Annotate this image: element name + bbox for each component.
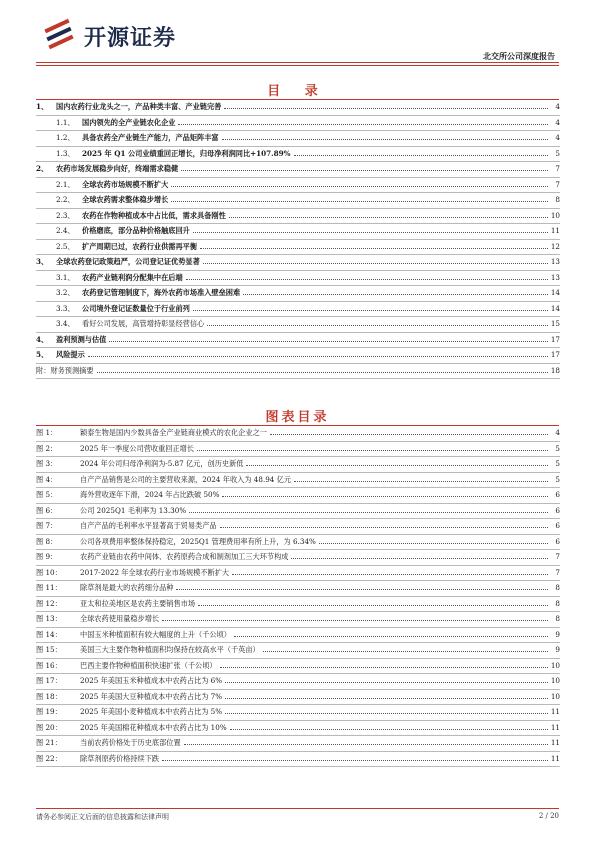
- figure-page: 6: [553, 488, 560, 503]
- company-logo: [42, 18, 242, 52]
- toc-page: 17: [549, 333, 560, 348]
- figure-page: 6: [553, 519, 560, 534]
- figure-text: 海外营收逐年下滑，2024 年占比跌破 50%: [80, 490, 220, 499]
- figure-number: 图 16：: [36, 660, 62, 670]
- figure-leader-dots: [294, 481, 548, 482]
- figure-page: 8: [553, 581, 560, 596]
- figure-entry[interactable]: [36, 535, 560, 551]
- figure-entry[interactable]: [36, 581, 560, 597]
- figure-entry[interactable]: [36, 721, 560, 737]
- figure-number: 图 8：: [36, 536, 58, 546]
- toc-text: 具备农药全产业链生产能力，产品矩阵丰富: [82, 133, 219, 142]
- figure-page: 11: [549, 752, 560, 767]
- toc-page: 4: [553, 100, 560, 115]
- toc-text: 农药在作物种植成本中占比低，需求具备刚性: [82, 210, 226, 220]
- figure-entry[interactable]: [36, 504, 560, 520]
- footer-rule: [36, 808, 559, 809]
- page-number: 2 / 20: [538, 812, 559, 820]
- figure-text: 颖泰生物是国内少数具备全产业链商业模式的农化企业之一: [80, 428, 267, 437]
- toc-number: 3.3、: [56, 303, 75, 313]
- figure-leader-dots: [176, 589, 548, 590]
- toc-page: 15: [549, 317, 560, 332]
- figure-number: 图 5：: [36, 490, 58, 499]
- toc-text: 农药市场发展稳步向好，终端需求稳健: [56, 164, 179, 173]
- figure-leader-dots: [225, 713, 548, 714]
- toc-leader-dots: [203, 263, 548, 264]
- toc-number: 4、: [36, 334, 49, 344]
- toc-number: 2.3、: [56, 210, 75, 220]
- figure-page: 9: [553, 628, 560, 643]
- toc-leader-dots: [181, 170, 548, 171]
- toc-entry[interactable]: [36, 255, 560, 271]
- figure-text: 2025 年美国大豆种植成本中农药占比为 7%: [80, 691, 223, 701]
- figure-text: 2025 年美国玉米种植成本中农药占比为 6%: [80, 676, 223, 685]
- toc-page: 12: [549, 240, 560, 255]
- toc-text: 看好公司发展，高管增持彰显经营信心: [82, 319, 205, 328]
- toc-number: 1.3、: [56, 148, 75, 158]
- figure-page: 4: [553, 426, 560, 441]
- figure-entry[interactable]: [36, 426, 560, 442]
- toc-page: 11: [549, 224, 560, 239]
- toc-entry[interactable]: [36, 364, 560, 380]
- toc-page: 14: [549, 286, 560, 301]
- figure-entry[interactable]: [36, 659, 560, 675]
- toc-leader-dots: [222, 139, 548, 140]
- figure-number: 图 10：: [36, 567, 62, 577]
- figure-number: 图 2：: [36, 443, 58, 453]
- toc-number: 2、: [36, 164, 49, 173]
- header-rule-thin: [36, 65, 559, 66]
- figure-number: 图 19：: [36, 707, 62, 716]
- figure-leader-dots: [225, 698, 548, 699]
- figure-number: 图 1：: [36, 428, 58, 437]
- toc-page: 18: [549, 364, 560, 379]
- toc-entry[interactable]: [36, 286, 560, 302]
- page-header: [0, 0, 595, 62]
- figure-page: 6: [553, 504, 560, 519]
- toc-number: 3、: [36, 257, 49, 266]
- figure-leader-dots: [225, 682, 548, 683]
- toc-leader-dots: [193, 232, 548, 233]
- figure-text: 2017-2022 年全球农药行业市场规模不断扩大: [80, 567, 230, 577]
- figure-number: 图 3：: [36, 459, 58, 468]
- figure-text: 中国玉米种植面积有较大幅度的上升（千公顷）: [80, 629, 231, 639]
- figure-text: 自产产品的毛利率水平显著高于贸易类产品: [80, 521, 217, 530]
- logo-text: 开源证券: [84, 26, 177, 51]
- figure-leader-dots: [162, 760, 548, 761]
- toc-entry[interactable]: [36, 162, 560, 178]
- toc-entry[interactable]: [36, 224, 560, 240]
- figure-entry[interactable]: [36, 628, 560, 644]
- figure-leader-dots: [197, 450, 548, 451]
- toc-text: 农药产业链利润分配集中在后端: [82, 272, 183, 282]
- toc-entry[interactable]: [36, 209, 560, 225]
- toc-page: 13: [549, 255, 560, 270]
- toc-text: 全球农药市场规模不断扩大: [82, 179, 169, 189]
- toc-page: 7: [553, 162, 560, 177]
- toc-leader-dots: [193, 310, 548, 311]
- toc-leader-dots: [97, 372, 548, 373]
- figure-leader-dots: [232, 574, 548, 575]
- toc-text: 盈利预测与估值: [56, 334, 107, 344]
- figure-leader-dots: [263, 651, 548, 652]
- figure-page: 10: [549, 690, 560, 705]
- figure-number: 图 6：: [36, 505, 58, 515]
- figure-number: 图 18：: [36, 691, 62, 701]
- toc-leader-dots: [243, 294, 548, 295]
- figure-page: 11: [549, 736, 560, 751]
- figure-number: 图 9：: [36, 552, 58, 561]
- figure-text: 公司 2025Q1 毛利率为 13.30%: [80, 505, 187, 515]
- figure-leader-dots: [270, 434, 548, 435]
- logo-mark-icon: [42, 18, 78, 52]
- toc-entry[interactable]: [36, 100, 560, 116]
- figure-entry[interactable]: [36, 566, 560, 582]
- figure-entry[interactable]: [36, 705, 560, 721]
- figure-text: 美国三大主要作物种植面积均保持在较高水平（千英亩）: [80, 645, 260, 654]
- figure-leader-dots: [198, 605, 548, 606]
- toc-text: 国内领先的全产业链农化企业: [82, 117, 176, 127]
- figure-text: 除草剂是最大的农药细分品种: [80, 583, 174, 592]
- toc-page: 4: [553, 131, 560, 146]
- toc-text: 国内农药行业龙头之一，产品种类丰富、产业链完善: [56, 102, 222, 111]
- figure-page: 8: [553, 597, 560, 612]
- figure-entry[interactable]: [36, 752, 560, 768]
- toc-entry[interactable]: [36, 271, 560, 287]
- figure-entry[interactable]: [36, 457, 560, 473]
- list-of-figures: [36, 426, 560, 767]
- figure-number: 图 12：: [36, 598, 62, 608]
- toc-text: 全球农药登记政策趋严，公司登记证优势显著: [56, 257, 200, 266]
- toc-leader-dots: [109, 341, 548, 342]
- toc-entry[interactable]: [36, 302, 560, 318]
- toc-entry[interactable]: [36, 178, 560, 194]
- figure-leader-dots: [220, 667, 548, 668]
- toc-text: 风险提示: [56, 350, 85, 359]
- figure-leader-dots: [291, 558, 548, 559]
- figure-page: 10: [549, 659, 560, 674]
- figure-entry[interactable]: [36, 736, 560, 752]
- toc-leader-dots: [294, 155, 548, 156]
- figure-text: 2025 年一季度公司营收重回正增长: [80, 443, 195, 453]
- figure-page: 10: [549, 674, 560, 689]
- figure-page: 11: [549, 721, 560, 736]
- toc-page: 17: [549, 348, 560, 363]
- toc-leader-dots: [171, 201, 548, 202]
- toc-leader-dots: [200, 248, 548, 249]
- toc-text: 农药登记管理制度下，海外农药市场准入壁垒困难: [82, 288, 241, 297]
- figure-leader-dots: [222, 496, 548, 497]
- figure-number: 图 15：: [36, 645, 62, 654]
- toc-page: 10: [549, 209, 560, 224]
- figure-page: 5: [553, 442, 560, 457]
- figures-title: 图表目录: [265, 410, 330, 425]
- toc-entry[interactable]: [36, 348, 560, 364]
- figure-text: 亚太和拉美地区是农药主要销售市场: [80, 598, 196, 608]
- figure-page: 7: [553, 566, 560, 581]
- toc-number: 1.1、: [56, 117, 75, 127]
- toc-number: 2.2、: [56, 195, 75, 204]
- figure-leader-dots: [234, 636, 548, 637]
- toc-number: 3.4、: [56, 319, 75, 328]
- figure-text: 巴西主要作物种植面积快速扩张（千公顷）: [80, 660, 217, 670]
- figure-leader-dots: [184, 744, 548, 745]
- toc-number: 3.1、: [56, 272, 75, 282]
- footer-disclaimer: 请务必参阅正文后面的信息披露和法律声明: [36, 813, 169, 821]
- toc-number: 2.4、: [56, 226, 75, 235]
- toc-page: 4: [553, 116, 560, 131]
- toc-leader-dots: [186, 279, 548, 280]
- figure-entry[interactable]: [36, 442, 560, 458]
- toc-leader-dots: [178, 124, 548, 125]
- figure-number: 图 22：: [36, 753, 62, 763]
- toc-text: 全球农药需求整体稳步增长: [82, 195, 169, 204]
- toc-number: 1、: [36, 102, 49, 111]
- table-of-contents: [36, 100, 560, 379]
- figure-entry[interactable]: [36, 674, 560, 690]
- figure-number: 图 14：: [36, 629, 62, 639]
- figure-page: 6: [553, 535, 560, 550]
- figure-text: 自产产品销售是公司的主要营收来源，2024 年收入为 48.94 亿元: [80, 474, 292, 484]
- toc-text: 附：财务预测摘要: [36, 365, 94, 375]
- figure-page: 5: [553, 457, 560, 472]
- figure-leader-dots: [230, 729, 548, 730]
- toc-text: 扩产周期已过，农药行业供需再平衡: [82, 241, 198, 251]
- figure-number: 图 17：: [36, 676, 62, 685]
- figure-text: 2025 年美国棉花种植成本中农药占比为 10%: [80, 722, 227, 732]
- figure-entry[interactable]: [36, 597, 560, 613]
- figure-text: 全球农药使用量稳步增长: [80, 614, 160, 623]
- toc-page: 8: [553, 193, 560, 208]
- toc-page: 5: [553, 147, 560, 162]
- figure-entry[interactable]: [36, 550, 560, 566]
- figure-number: 图 4：: [36, 474, 58, 484]
- toc-entry[interactable]: [36, 116, 560, 132]
- figure-entry[interactable]: [36, 519, 560, 535]
- figure-entry[interactable]: [36, 612, 560, 628]
- figure-text: 2025 年美国小麦种植成本中农药占比为 5%: [80, 707, 223, 716]
- figure-text: 公司各项费用率整体保持稳定，2025Q1 管理费用率有所上升，为 6.34%: [80, 536, 316, 546]
- toc-page: 14: [549, 302, 560, 317]
- toc-number: 5、: [36, 350, 49, 359]
- figure-entry[interactable]: [36, 643, 560, 659]
- figure-page: 7: [553, 550, 560, 565]
- figure-leader-dots: [189, 512, 548, 513]
- toc-number: 1.2、: [56, 133, 75, 142]
- toc-number: 2.5、: [56, 241, 75, 251]
- figure-entry[interactable]: [36, 488, 560, 504]
- figure-page: 8: [553, 612, 560, 627]
- figure-text: 农药产业链由农药中间体、农药原药合成和制剂加工三大环节构成: [80, 552, 289, 561]
- toc-entry[interactable]: [36, 147, 560, 163]
- figure-page: 9: [553, 643, 560, 658]
- toc-number: 3.2、: [56, 288, 75, 297]
- toc-leader-dots: [229, 217, 548, 218]
- figure-number: 图 13：: [36, 614, 62, 623]
- figure-text: 2024 年公司归母净利润为-5.87 亿元，创历史新低: [80, 459, 244, 468]
- toc-text: 2025 年 Q1 公司业绩重回正增长，归母净利润同比+107.89%: [82, 148, 291, 158]
- toc-page: 13: [549, 271, 560, 286]
- figure-entry[interactable]: [36, 473, 560, 489]
- figure-number: 图 20：: [36, 722, 62, 732]
- toc-number: 2.1、: [56, 179, 75, 189]
- figure-number: 图 7：: [36, 521, 58, 530]
- toc-text: 价格磨底，部分品种价格触底回升: [82, 226, 190, 235]
- header-rule: [36, 62, 559, 63]
- figure-entry[interactable]: [36, 690, 560, 706]
- toc-entry[interactable]: [36, 317, 560, 333]
- figure-page: 11: [549, 705, 560, 720]
- toc-entry[interactable]: [36, 131, 560, 147]
- toc-title: 目 录: [267, 84, 328, 99]
- figure-leader-dots: [220, 527, 548, 528]
- figure-leader-dots: [319, 543, 548, 544]
- toc-leader-dots: [224, 108, 548, 109]
- figure-text: 当前农药价格处于历史底部位置: [80, 738, 181, 747]
- toc-page: 7: [553, 178, 560, 193]
- toc-entry[interactable]: [36, 333, 560, 349]
- figure-number: 图 11：: [36, 583, 62, 592]
- toc-entry[interactable]: [36, 240, 560, 256]
- figure-page: 5: [553, 473, 560, 488]
- toc-leader-dots: [207, 325, 548, 326]
- toc-leader-dots: [88, 356, 548, 357]
- toc-leader-dots: [171, 186, 548, 187]
- figure-text: 除草剂原药价格持续下跌: [80, 753, 160, 763]
- figure-leader-dots: [162, 620, 548, 621]
- toc-text: 公司境外登记证数量位于行业前列: [82, 303, 190, 313]
- figure-number: 图 21：: [36, 738, 62, 747]
- toc-entry[interactable]: [36, 193, 560, 209]
- report-type-label: 北交所公司深度报告: [483, 51, 555, 61]
- figure-leader-dots: [246, 465, 548, 466]
